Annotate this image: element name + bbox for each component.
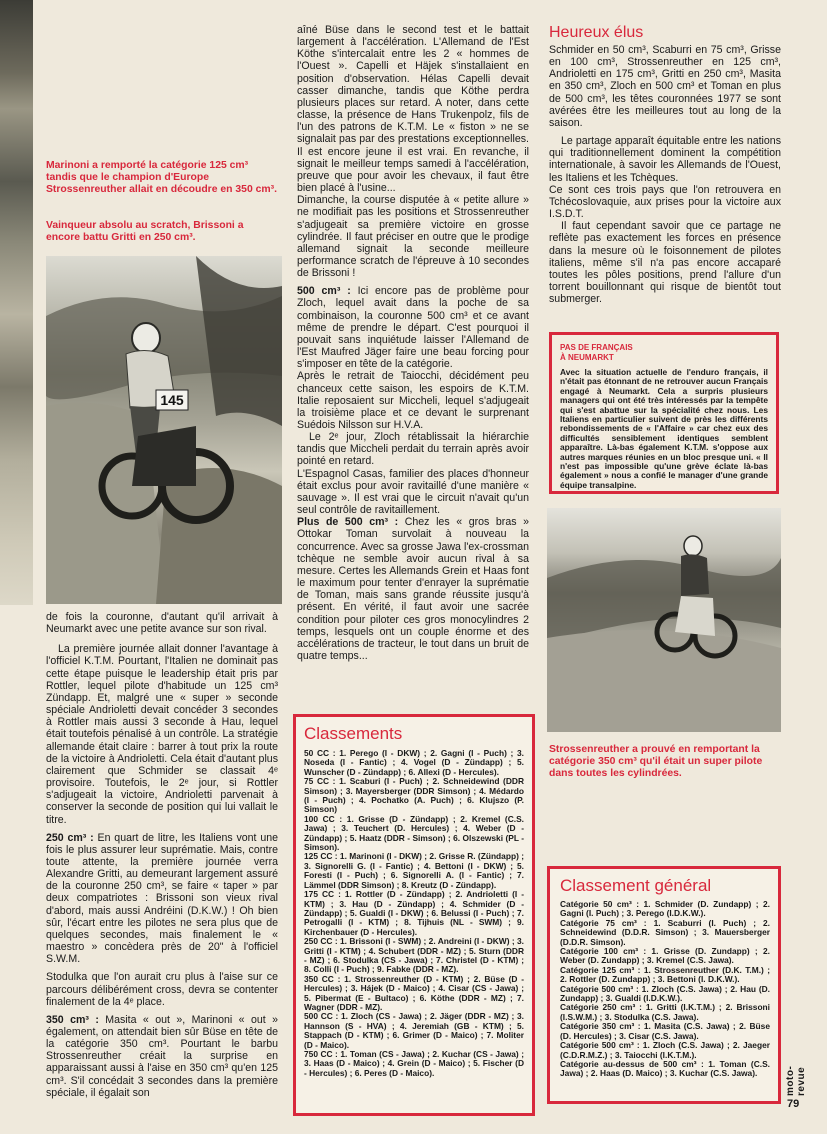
caption-strossenreuther: Strossenreuther a prouvé en remportant la catégorie 350 cm³ qu'il était un super pilote dans toutes les cylindrées.	[549, 744, 763, 779]
classements-list	[304, 749, 524, 1078]
list-item: 750 CC : 1. Toman (CS - Jawa) ; 2. Kuchar (CS - Jawa) ; 3. Haas (D - Maico) ; 4. Grein (D - Maico) ; 5. Fischer (D - Hercules) ; 6. Peres (D - Maico).	[304, 1049, 524, 1078]
box-title: Classement général	[560, 876, 712, 895]
list-item: Catégorie 350 cm³ : 1. Masita (C.S. Jawa) ; 2. Büse (D. Hercules) ; 3. Cisar (C.S. Jawa).	[560, 1021, 770, 1041]
column-2-text	[297, 24, 529, 662]
section-head: Plus de 500 cm³ :	[297, 516, 399, 529]
box-body: Avec la situation actuelle de l'enduro français, il n'était pas étonnant de ne retrouver aucun Français engagé à Neumarkt. Cela a surpris plusieurs managers qui ont été très intéressés par la tempête qui s'est abattue sur la spécialité chez nous. Les Italiens en particulier suivent de près les différents rebondissements de « l'Affaire » car chez eux des difficultés sensiblement identiques semblent apparaître. Là-bas également K.T.M. s'oppose aux autres marques réunies en un bloc presque uni. « Il n'est pas impossible qu'une grève éclate là-bas également » nous a confié le manager d'une grande équipe transalpine.	[560, 367, 768, 490]
paragraph: La première journée allait donner l'avantage à l'officiel K.T.M. Pourtant, l'Italien ne dominait pas cette étape puisque le leadership était pris par Rottler, lequel pilote d'habitude un 125 cm³ Zündapp. Et, malgré une « super » seconde spéciale Andrioletti devait concéder 3 secondes à Rottler mais aussi 3 seconde à Hau, lequel était toutefois pénalisé à un contrôle. La stratégie allemande était claire : barrer à tout prix la route de la victoire à Andrioletti. Cela était d'autant plus clairement que Schmider se classait 4ᵉ provisoire. Toutefois, le 2ᵉ jour, si Rottler s'adjugeait la victoire, Andrioletti parvenait à conserver la seconde de position qui lui vallait le titre.	[46, 643, 278, 826]
classements-box	[293, 714, 535, 1116]
list-item: Catégorie 75 cm³ : 1. Scaburri (I. Puch) ; 2. Schneidewind (D.D.R. Simson) ; 3. Mauersberger (D.D.R. Simson).	[560, 917, 770, 947]
paragraph: Après le retrait de Taiocchi, décidément peu chanceux cette saison, les espoirs de K.T.M. Italie reposaient sur Miccheli, lequel s'adjugeait la troisième place et ce devant le surprenant Suédois Nilsson sur H.V.A.	[297, 370, 529, 431]
list-item: 175 CC : 1. Rottler (D - Zündapp) ; 2. Andrioletti (I - KTM) ; 3. Hau (D - Zündapp) ; 4. Schmider (D - Zündapp) ; 5. Gualdi (I - DKW) ; 6. Belussi (I - Puch) ; 7. Petrogalli (I - KTM) ; 8. Tijhuis (NL - SWM) ; 9. Kirchenbauer (D - Hercules).	[304, 889, 524, 937]
section-head: 350 cm³ :	[46, 1013, 99, 1026]
paragraph: L'Espagnol Casas, familier des places d'honneur était exclus pour avoir ravitaillé d'une manière « sauvage ». Il est vrai que le circuit n'avait qu'un seul contrôle de ravitaillement.	[297, 467, 529, 517]
list-item: Catégorie 500 cm³ : 1. Zloch (C.S. Jawa) ; 2. Jaeger (C.D.R.M.Z.) ; 3. Taiocchi (I.K.T.M.).	[560, 1040, 770, 1060]
paragraph: Il faut cependant savoir que ce partage ne reflète pas exactement les forces en présence dans la mesure où le foisonnement de pilotes italiens, même s'il n'a pas encore accaparé toutes les pôles positions, prend l'allure d'un torrent bouillonnant qui risque de bientôt tout submerger.	[549, 220, 781, 306]
section-title: Heureux élus	[549, 24, 644, 41]
list-item: 100 CC : 1. Grisse (D - Zündapp) ; 2. Kremel (C.S. Jawa) ; 3. Teuchert (D. Hercules) ; 4. Weber (D - Zündapp) ; 5. Haatz (DDR - Simson) ; 6. Olszewski (PL - Simson).	[304, 813, 524, 853]
paragraph-plus-500cc: Plus de 500 cm³ : Chez les « gros bras » Ottokar Toman survolait à nouveau la concurrence. Avec sa grosse Jawa l'ex-crossman tchèque ne semble avoir aucun rival à sa mesure. Certes les Allemands Grein et Haas font le maximum pour tenter d'enrayer la suprématie de Toman, mais sans grande réussite jusqu'à présent. En vérité, il faut avoir une sacrée condition pour piloter ces gros monocylindres 2 temps, lesquels ont un couple énorme et des accélérations de tracteur, le tout dans un bruit de quatre temps...	[297, 516, 529, 662]
sidebar-box-pas-de-francais	[549, 332, 779, 494]
paragraph: Stodulka que l'on aurait cru plus à l'aise sur ce parcours délibérément cross, devra se contenter finalement de la 4ᵉ place.	[46, 971, 278, 1008]
paragraph-500cc: 500 cm³ : Ici encore pas de problème pour Zloch, lequel avait dans la poche de sa combinaison, la couronne 500 cm³ et ce avant même de prendre le départ. C'est pourquoi il pouvait sans inquiétude laisser l'Allemand de l'Est Maufred Jäger faire une beau forcing pour s'imposer en tête de la catégorie.	[297, 285, 529, 371]
list-item: 125 CC : 1. Marinoni (I - DKW) ; 2. Grisse R. (Zündapp) ; 3. Signorelli G. (I - Fantic) ; 4. Bettoni (I - DKW) ; 5. Foresti (I - Puch) ; 6. Signorelli A. (I - Fantic) ; 7. Lämmel (DDR Simson) ; 8. Kreutz (D - Zündapp).	[304, 851, 524, 890]
list-item: Catégorie 250 cm³ : 1. Gritti (I.K.T.M.) ; 2. Brissoni (I.S.W.M.) ; 3. Stodulka (C.S. Jawa).	[560, 1002, 770, 1022]
list-item: 250 CC : 1. Brissoni (I - SWM) ; 2. Andreini (I - DKW) ; 3. Gritti (I - KTM) ; 4. Schubert (DDR - MZ) ; 5. Sturn (DDR - MZ) ; 6. Stodulka (CS - Jawa) ; 7. Christel (D - KTM) ; 8. Colli (I - Puch) ; 9. Fabke (DDR - MZ).	[304, 936, 524, 975]
paragraph: Dimanche, la course disputée à « petite allure » ne modifiait pas les positions et Strossenreuther s'adjugeait sa première victoire en grosse cylindrée. Il faut préciser en outre que le prodige allemand signait la seconde meilleure performance scratch de l'épreuve à 10 secondes de Brissoni !	[297, 194, 529, 280]
page-number: 79	[787, 1098, 800, 1110]
rider-photo-illustration	[46, 256, 282, 604]
heureux-elus-section	[549, 24, 781, 305]
paragraph: de fois la couronne, d'autant qu'il arrivait à Neumarkt avec une petite avance sur son rival.	[46, 611, 278, 636]
paragraph: aîné Büse dans le second test et le battait largement à l'accélération. L'Allemand de l'Est Köthe s'intercalait entre les 2 « hommes de l'Ouest ». Capelli et Häjek s'installaient en position d'observation. Hélas Capelli devait casser dimanche, tandis que Köthe perdra plusieurs places sur retard. A noter, dans cette classe, la présence de Hans Trukenpolz, fils de l'un des patrons de K.T.M. Le « fiston » ne se signalait pas par des prestations exceptionnelles. Il est encore jeune il est vrai. En revanche, il signait le meilleur temps samedi à l'accélération, preuve que pour avoir les chevaux, il faut être bien placé à l'usine...	[297, 24, 529, 195]
caption-marinoni: Marinoni a remporté la catégorie 125 cm³ tandis que le champion d'Europe Strossenreuther allait en découdre en 350 cm³.	[46, 160, 277, 195]
list-item: 75 CC : 1. Scaburi (I - Puch) ; 2. Schneidewind (DDR Simson) ; 3. Mayersberger (DDR Simson) ; 4. Médardo (I - Puch) ; 4. Pochatko (A. Puch) ; 6. Klujszo (P. Simson)	[304, 776, 524, 815]
paragraph: Le 2ᵉ jour, Zloch rétablissait la hiérarchie tandis que Miccheli perdait du terrain après avoir pointé en retard.	[297, 431, 529, 468]
list-item: Catégorie 500 cm³ : 1. Zloch (C.S. Jawa) ; 2. Hau (D. Zundapp) ; 3. Gualdi (I.D.K.W.).	[560, 983, 770, 1004]
photo-rider-145	[46, 256, 282, 604]
list-item: Catégorie au-dessus de 500 cm³ : 1. Toman (C.S. Jawa) ; 2. Haas (D. Maico) ; 3. Kuchar (C.S. Jawa).	[560, 1058, 770, 1079]
list-item: Catégorie 100 cm³ : 1. Grisse (D. Zundapp) ; 2. Weber (D. Zundapp) ; 3. Kremel (C.S. Jawa).	[560, 946, 770, 966]
paragraph-350cc: 350 cm³ : Masita « out », Marinoni « out » également, on attendait bien sûr Büse en tête de la catégorie 350 cm³. Pourtant le barbu Strossenreuther créait la surprise en apparaissant aussi à l'aise en 350 cm³ qu'en 125 cm³. S'il concédait 3 secondes dans la première spéciale, il égalait son	[46, 1013, 278, 1099]
paragraph: Schmider en 50 cm³, Scaburri en 75 cm³, Grisse en 100 cm³, Strossenreuther en 125 cm³, Andrioletti en 175 cm³, Gritti en 250 cm³, Masita en 350 cm³, Zloch en 500 cm³ et Toman en plus de 500 cm³, les têtes couronnées 1977 se sont avérées être les meilleures tout au long de la saison.	[549, 44, 781, 129]
paragraph: Le partage apparaît équitable entre les nations qui traditionnellement dominent la compétition internationale, à savoir les Allemands de l'Ouest, les Italiens et les Tchèques.	[549, 135, 781, 184]
photo-strossenreuther	[547, 508, 781, 732]
column-1-text	[46, 611, 278, 1099]
list-item: Catégorie 50 cm³ : 1. Schmider (D. Zundapp) ; 2. Gagni (I. Puch) ; 3. Perego (I.D.K.W.).	[560, 899, 770, 919]
rider-photo-illustration	[547, 508, 781, 732]
classement-general-box	[547, 866, 781, 1104]
list-item: 350 CC : 1. Strossenreuther (D - KTM) ; 2. Büse (D - Hercules) ; 3. Hájek (D - Maico) ; 4. Cisar (CS - Jawa) ; 5. Pibermat (E - Bultaco) ; 6. Köthe (DDR - MZ) ; 7. Wagner (DDR - MZ).	[304, 973, 524, 1012]
magazine-name: moto-revue	[785, 1065, 807, 1096]
box-title: PAS DE FRANÇAIS À NEUMARKT	[560, 343, 633, 362]
paragraph-250cc: 250 cm³ : En quart de litre, les Italiens vont une fois le plus assurer leur suprématie. Mais, contre toute attente, la première journée verra Alexandre Gritti, au demeurant largement assuré de la couronne 250 cm³, se faire « taper » par deux compatriotes : Brissoni son vieux rival d'abord, mais aussi Andréini (D.K.W.) ! Oh bien sûr, l'écart entre les pilotes ne sera plus que de quelques secondes, mais finalement le « maestro » concèdera près de 20" à l'officiel S.W.M.	[46, 831, 278, 966]
section-head: 500 cm³ :	[297, 285, 351, 298]
classement-general-list	[560, 900, 770, 1079]
list-item: Catégorie 125 cm³ : 1. Strossenreuther (D.K. T.M.) ; 2. Rottler (D. Zundapp) ; 3. Bettoni (I. D.K.W.).	[560, 964, 770, 985]
box-title: Classements	[304, 724, 403, 743]
list-item: 50 CC : 1. Perego (I - DKW) ; 2. Gagni (I - Puch) ; 3. Noseda (I - Fantic) ; 4. Vogel (D - Zündapp) ; 5. Wunscher (D - Zündapp) ; 6. Allexi (D - Hercules).	[304, 748, 524, 777]
caption-brissoni: Vainqueur absolu au scratch, Brissoni a encore battu Gritti en 250 cm³.	[46, 220, 244, 243]
race-number: 145	[160, 392, 184, 408]
section-head: 250 cm³ :	[46, 831, 94, 844]
list-item: 500 CC : 1. Zloch (CS - Jawa) ; 2. Jäger (DDR - MZ) ; 3. Hannson (S - HVA) ; 4. Jeremiah (GB - KTM) ; 5. Stappach (D - KTM) ; 6. Grimer (D - Maico) ; 7. Moliter (D - Maico).	[304, 1011, 524, 1050]
edge-photo-strip	[0, 0, 33, 605]
paragraph: Ce sont ces trois pays que l'on retrouvera en Tchécoslovaquie, aux prises pour la victoire aux I.S.D.T.	[549, 183, 781, 221]
